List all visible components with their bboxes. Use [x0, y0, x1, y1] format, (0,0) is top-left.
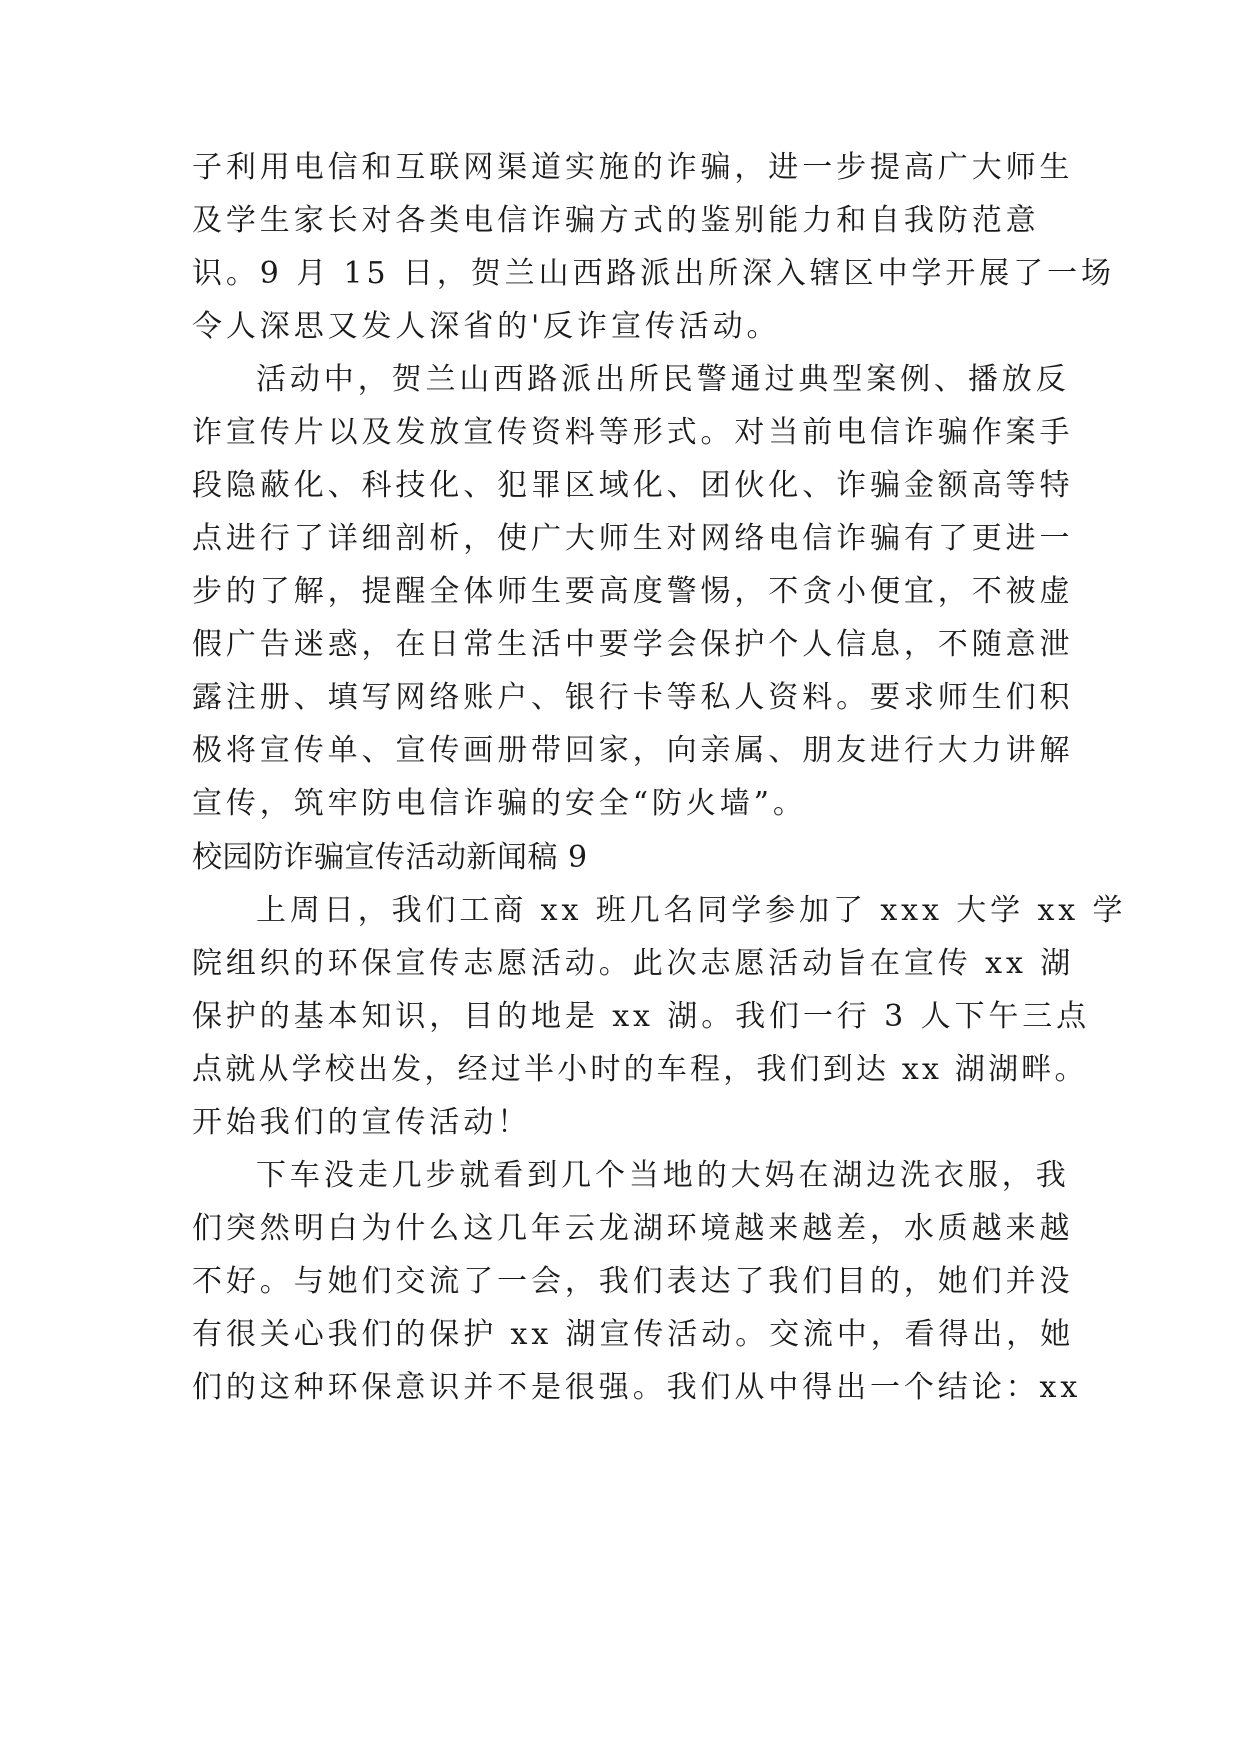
body-text-line: 极将宣传单、宣传画册带回家，向亲属、朋友进行大力讲解	[192, 733, 1074, 768]
body-text-line: 识。9 月 15 日，贺兰山西路派出所深入辖区中学开展了一场	[192, 256, 1115, 291]
body-text-line: 保护的基本知识，目的地是 xx 湖。我们一行 3 人下午三点	[192, 999, 1091, 1034]
body-text-line: 段隐蔽化、科技化、犯罪区域化、团伙化、诈骗金额高等特	[192, 468, 1074, 503]
body-text-line: 们突然明白为什么这几年云龙湖环境越来越差，水质越来越	[192, 1211, 1074, 1246]
body-text-line: 假广告迷惑，在日常生活中要学会保护个人信息，不随意泄	[192, 627, 1074, 662]
body-text-line: 点就从学校出发，经过半小时的车程，我们到达 xx 湖湖畔。	[192, 1052, 1088, 1087]
body-text-line: 子利用电信和互联网渠道实施的诈骗，进一步提高广大师生	[192, 150, 1074, 185]
body-text-line: 及学生家长对各类电信诈骗方式的鉴别能力和自我防范意	[192, 203, 1040, 238]
body-text-line: 点进行了详细剖析，使广大师生对网络电信诈骗有了更进一	[192, 521, 1074, 556]
body-text-line: 露注册、填写网络账户、银行卡等私人资料。要求师生们积	[192, 680, 1074, 715]
paragraph-first-line: 活动中，贺兰山西路派出所民警通过典型案例、播放反	[256, 362, 1070, 397]
body-text-line: 们的这种环保意识并不是很强。我们从中得出一个结论：xx	[192, 1370, 1082, 1405]
body-text-line: 有很关心我们的保护 xx 湖宣传活动。交流中，看得出，她	[192, 1317, 1075, 1352]
body-text-line: 步的了解，提醒全体师生要高度警惕，不贪小便宜，不被虚	[192, 574, 1074, 609]
body-text-line: 令人深思又发人深省的'反诈宣传活动。	[192, 309, 781, 344]
section-heading: 校园防诈骗宣传活动新闻稿 9	[192, 840, 588, 875]
body-text-line: 诈宣传片以及发放宣传资料等形式。对当前电信诈骗作案手	[192, 415, 1074, 450]
body-text-line: 院组织的环保宣传志愿活动。此次志愿活动旨在宣传 xx 湖	[192, 946, 1075, 981]
paragraph-first-line: 上周日，我们工商 xx 班几名同学参加了 xxx 大学 xx 学	[256, 893, 1127, 928]
body-text-line: 宣传，筑牢防电信诈骗的安全“防火墙”。	[192, 786, 807, 821]
body-text-line: 开始我们的宣传活动！	[192, 1105, 531, 1140]
paragraph-first-line: 下车没走几步就看到几个当地的大妈在湖边洗衣服，我	[256, 1158, 1070, 1193]
body-text-line: 不好。与她们交流了一会，我们表达了我们目的，她们并没	[192, 1264, 1074, 1299]
